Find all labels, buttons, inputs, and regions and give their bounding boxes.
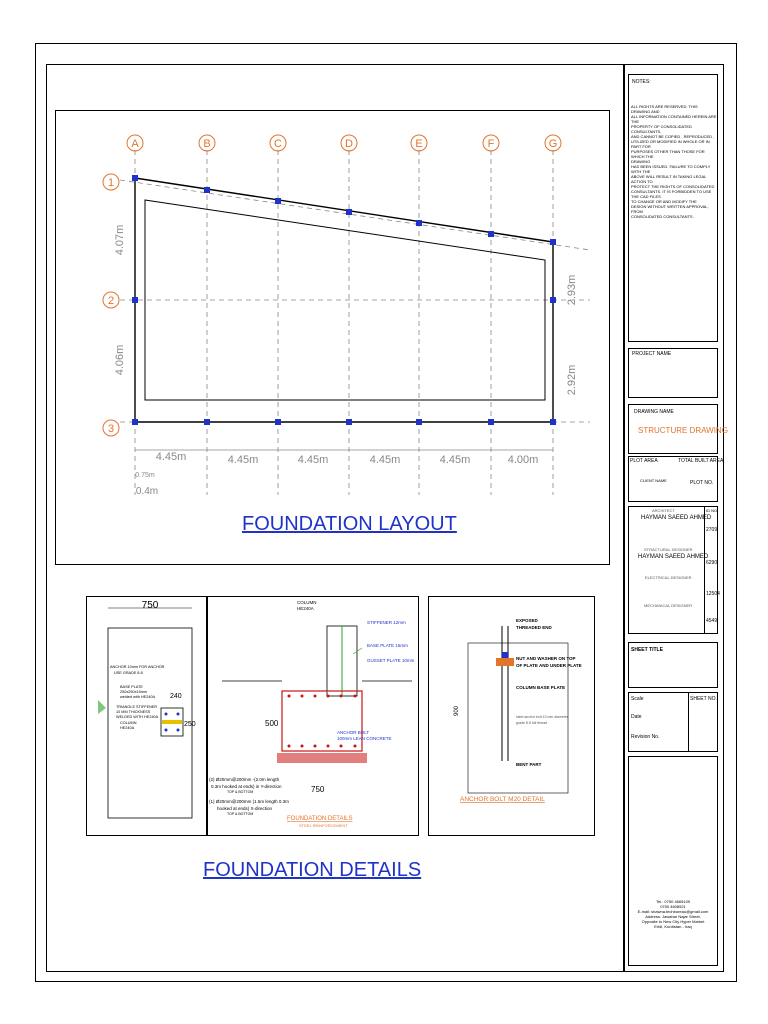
svg-text:100mm LEAN CONCRETE: 100mm LEAN CONCRETE	[337, 736, 392, 741]
svg-text:(1) Ø20mm@200mm (1.5m length 0: (1) Ø20mm@200mm (1.5m length 0.3m	[209, 799, 289, 804]
svg-text:(2) Ø20mm@200mm -(2.0m length: (2) Ø20mm@200mm -(2.0m length	[209, 777, 280, 782]
drawing-name-label: DRAWING NAME	[634, 409, 674, 415]
architect-label: ARCHITECT	[652, 508, 675, 513]
contact-info: Tel.: 0750 4665109 0750 4608921 E-mail: shawna.techbureau@gmail.com Address: Jawahar Najar Street, Opposite to New City Hyper Market Erbil, Kurdistan - Iraq	[637, 899, 709, 929]
svg-text:10 MM THICKNESS: 10 MM THICKNESS	[116, 710, 151, 714]
anchor-bolt-detail	[428, 596, 595, 836]
svg-text:COLUMN BASE PLATE: COLUMN BASE PLATE	[516, 685, 566, 690]
electrical-label: ELECTRICAL DESIGNER	[645, 575, 692, 580]
svg-text:ANCHOR BOLT: ANCHOR BOLT	[337, 730, 370, 735]
svg-text:COLUMN: COLUMN	[297, 600, 317, 605]
grid-label-a: A	[131, 138, 139, 150]
svg-text:250x250x15mm: 250x250x15mm	[120, 690, 148, 694]
project-name-label: PROJECT NAME	[632, 351, 672, 357]
svg-text:grade 8.8 full thread: grade 8.8 full thread	[516, 721, 548, 725]
svg-text:TOP & BOTTOM: TOP & BOTTOM	[227, 812, 254, 816]
svg-text:ANCHOR 10mm FOR ANCHOR: ANCHOR 10mm FOR ANCHOR	[110, 665, 165, 669]
notes-label: NOTES:	[632, 79, 651, 85]
svg-text:welded with HE240A: welded with HE240A	[120, 695, 156, 699]
dim-small-1: 0.75m	[135, 472, 155, 479]
svg-text:500: 500	[265, 719, 279, 728]
svg-text:steel anchor bolt 10 mm diamet: steel anchor bolt 10 mm diameter	[516, 715, 568, 719]
structural-name: HAYMAN SAEED AHMED	[638, 554, 709, 560]
grid-label-f: F	[487, 138, 495, 150]
grid-label-2: 2	[107, 295, 115, 307]
contact-box	[628, 756, 718, 966]
sheet-title-label: SHEET TITLE	[631, 647, 663, 653]
grid-label-g: G	[548, 138, 558, 150]
revision-label: Revision No.	[631, 734, 660, 740]
svg-text:STEEL REINFORCEMENT: STEEL REINFORCEMENT	[299, 823, 348, 828]
foundation-section	[207, 596, 419, 836]
svg-text:TRIANGLE STIFFENER: TRIANGLE STIFFENER	[116, 705, 158, 709]
svg-text:BASE PLATE: BASE PLATE	[120, 685, 143, 689]
id-column	[704, 506, 718, 634]
sheet-no-label: SHEET NO.	[690, 696, 717, 702]
svg-text:NUT AND WASHER ON TOP: NUT AND WASHER ON TOP	[516, 656, 576, 661]
svg-text:HE240A: HE240A	[297, 606, 314, 611]
grid-label-b: B	[203, 138, 211, 150]
grid-label-e: E	[415, 138, 423, 150]
svg-text:0.3m hooked at ends) in Y-dire: 0.3m hooked at ends) in Y-direction	[211, 784, 282, 789]
dim-bottom-3: 4.45m	[297, 454, 329, 466]
svg-text:COLUMN: COLUMN	[120, 721, 137, 725]
svg-text:BASE PLATE 15mm: BASE PLATE 15mm	[367, 643, 408, 648]
svg-text:FOUNDATION DETAILS: FOUNDATION DETAILS	[287, 816, 353, 822]
svg-text:750: 750	[141, 600, 159, 611]
svg-text:900: 900	[454, 705, 460, 716]
svg-text:750: 750	[311, 785, 325, 794]
foundation-layout-title: FOUNDATION LAYOUT	[242, 513, 457, 535]
foundation-details-title: FOUNDATION DETAILS	[203, 859, 422, 881]
electrical-id: 12504	[706, 591, 720, 597]
grid-label-1: 1	[107, 177, 115, 189]
dim-bottom-5: 4.45m	[439, 454, 471, 466]
dim-bottom-2: 4.45m	[227, 454, 259, 466]
mechanical-id: 4549	[706, 618, 718, 624]
drawing-name-value: STRUCTURE DRAWING	[638, 426, 728, 435]
grid-label-3: 3	[107, 423, 115, 435]
client-name-label: CLIENT NAME	[640, 478, 667, 483]
plot-no-label: PLOT NO.	[690, 480, 714, 486]
dim-bottom-6: 4.00m	[507, 454, 539, 466]
foundation-layout-drawing	[55, 110, 610, 565]
structural-label: STRACTURAL DESIGNER	[644, 547, 693, 552]
dim-bottom-1: 4.45m	[155, 451, 187, 463]
svg-text:STIFFENER 12mm: STIFFENER 12mm	[367, 620, 406, 625]
svg-text:OF PLATE AND UNDER PLATE: OF PLATE AND UNDER PLATE	[516, 663, 582, 668]
svg-text:HE240A: HE240A	[120, 726, 135, 730]
dim-small-2: 0.4m	[135, 486, 159, 497]
id-no-label: ID NO.	[706, 508, 719, 513]
svg-text:TOP & BOTTOM: TOP & BOTTOM	[227, 790, 254, 794]
svg-text:GUSSET PLATE 10mm: GUSSET PLATE 10mm	[367, 658, 415, 663]
svg-text:BENT PART: BENT PART	[516, 762, 542, 767]
date-label: Date	[631, 714, 642, 720]
svg-text:USE GRADE 8.8: USE GRADE 8.8	[114, 671, 143, 675]
mechanical-label: MECHANICAL DESIGNER	[644, 603, 693, 608]
dim-right-bottom: 2.92m	[566, 364, 578, 396]
dim-left-top: 4.07m	[114, 224, 126, 256]
scale-label: Scale	[631, 696, 644, 702]
grid-label-d: D	[345, 138, 353, 150]
svg-text:EXPOSED: EXPOSED	[516, 618, 538, 623]
dim-right-top: 2.93m	[566, 274, 578, 306]
svg-text:hooked at ends) X-direction: hooked at ends) X-direction	[217, 806, 273, 811]
grid-label-c: C	[274, 138, 282, 150]
svg-text:250: 250	[184, 721, 196, 728]
architect-name: HAYMAN SAEED AHMED	[641, 515, 712, 521]
svg-text:240: 240	[170, 693, 182, 700]
architect-id: 2709	[706, 527, 718, 533]
plot-area-label: PLOT AREA	[630, 458, 658, 464]
dim-bottom-4: 4.45m	[369, 454, 401, 466]
svg-text:WELDED WITH HE240A: WELDED WITH HE240A	[116, 715, 159, 719]
total-built-area-label: TOTAL BUILT AREA	[678, 458, 724, 464]
notes-text: ALL RIGHTS ARE RESERVED. THIS DRAWING AND ALL INFORMATION CONTAINED HEREIN ARE THE PROPERTY OF CONSOLIDATED CONSULTANTS, AND CANNOT BE COPIED , REPRODUCED , UTILIZED OR MODIFIED IN WHOLE OR IN PART FOR PURPOSES OTHER THAN THOSE FOR WHICH THE DRAWING HAS BEEN ISSUED. FAILURE TO COMPLY WITH THE ABOVE WILL RESULT IN TAKING LEGAL ACTION TO PROTECT THE RIGHTS OF CONSOLIDATED CONSULTANTS. IT IS FORBIDDEN TO USE THE CAD FILES TO CHANGE OR AND MODIFY THE DESIGN WITHOUT WRITTEN APPROVAL, FROM CONSOLIDATED CONSULTANTS.	[631, 104, 717, 219]
svg-text:THREADED END: THREADED END	[516, 625, 552, 630]
structural-id: 6290	[706, 560, 718, 566]
base-plate-plan	[86, 596, 206, 836]
dim-left-bottom: 4.06m	[114, 344, 126, 376]
svg-text:ANCHOR BOLT M20 DETAIL: ANCHOR BOLT M20 DETAIL	[460, 796, 545, 803]
